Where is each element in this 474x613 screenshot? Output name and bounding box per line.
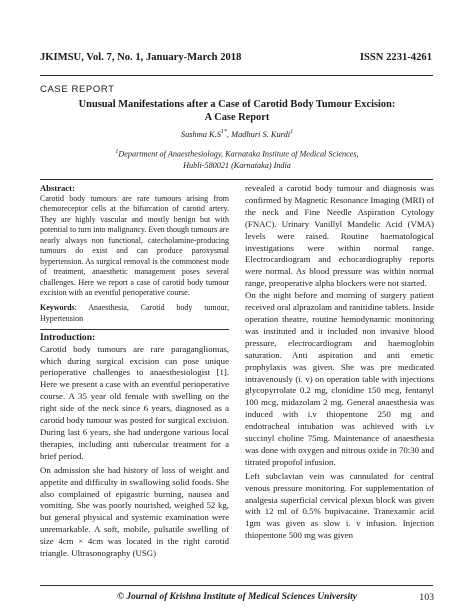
right-paragraph-1: revealed a carotid body tumour and diagnosis was confirmed by Magnetic Resonance Imaging (MRI) of the neck and Fine Needle Aspiration Cytology (FNAC). Urinary Vanillyl Mandelic Acid (VMA) levels were raised. Routine haematological investigations were within normal range. Electrocardiogram and echocardiography reports were normal. As blood pressure was within normal range, preoperative alpha blockers were not started.	[245, 183, 434, 289]
left-column	[40, 183, 229, 560]
page-number: 103	[419, 592, 434, 603]
author-2: , Madhuri S. Kurdi	[226, 129, 291, 139]
author-2-sup: 1	[290, 129, 294, 135]
footer-journal: Journal of Krishna Institute of Medical Sciences University	[124, 592, 357, 602]
article-title	[40, 98, 434, 124]
authors	[40, 129, 434, 139]
intro-heading: Introduction	[40, 332, 93, 344]
intro-heading-line	[40, 333, 229, 344]
abstract-text: Carotid body tumours are rare tumours arising from chemoreceptor cells at the bifurcation of carotid artery. They are highly vascular and mostly benign but with potential to turn into malignancy. Even though tumours are nearly always non functional, catecholamine-producing tumours do exist and can produce paroxysmal hypertension. As surgical removal is the commonest mode of treatment, anaesthetic management poses several challenges. Here we report a case of carotid body tumour excision with an eventful perioperative course.	[40, 193, 229, 298]
title-line-1: Unusual Manifestations after a Case of Carotid Body Tumour Excision:	[78, 99, 396, 110]
affil-sup: 1	[115, 149, 119, 155]
left-paragraph-1: Carotid body tumours are rare paragangliomas, which during surgical excision can pose unique perioperative challenges to anaesthesiologist [1]. Here we present a case with an eventful perioperative course. A 35 year old female with swelling on the right side of the neck since 6 years, diagnosed as a carotid body tumour was posted for surgical excision. During last 6 years, she had undergone various local therapies, including anti tubercular treatment for a brief period.	[40, 343, 229, 461]
keywords	[40, 303, 229, 324]
affiliation	[40, 147, 434, 172]
footer-rule	[40, 585, 433, 586]
journal-citation: JKIMSU, Vol. 7, No. 1, January-March 2018	[40, 52, 242, 63]
author-1: Sushma K.S	[180, 129, 221, 139]
affil-line-2: Hubli-580021 (Karnataka) India	[183, 161, 291, 171]
affil-line-1: Department of Anaesthesiology, Karnataka Institute of Medical Sciences,	[118, 149, 359, 159]
section-label: CASE REPORT	[40, 84, 115, 95]
right-column	[245, 183, 434, 542]
keywords-label: Keywords	[40, 303, 75, 313]
keywords-text: : Anaesthesia, Carotid body tumour, Hypertension	[40, 303, 229, 323]
author-1-sup: 1*	[220, 129, 227, 135]
intro-colon: :	[92, 332, 96, 344]
right-paragraph-3: Left subclavian vein was cannulated for central venous pressure monitoring. For supplementation of analgesia superficial cervical plexus block was given with 12 ml of 0.5% bupivacaine. Tranexamic acid 1gm was given as slow i. v infusion. Injection thiopentone 500 mg was given	[245, 470, 434, 541]
footer	[40, 592, 434, 602]
right-paragraph-2: On the night before and morning of surgery patient received oral alprazolam and ranitidine tablets. Inside operation theatre, routine hemodynamic monitoring was instituted and it included non invasive blood pressure, electrocardiogram and haemoglobin saturation. Anti aspiration and anti emetic prophylaxis was given. She was pre medicated intravenously (i. v) on operation table with injections glycopyrrolate 0.2 mg, clonidine 150 mcg, fentanyl 100 mcg, midazolam 2 mg. General anaesthesia was induced with i.v thiopentone 250 mg and endotracheal intubation was achieved with i.v succinyl choline 75mg. Maintenance of anaesthesia was done with oxygen and nitrous oxide in 70:30 and titrated propofol infusion.	[245, 290, 434, 467]
copyright-icon: ©	[117, 592, 125, 602]
issn: ISSN 2231-4261	[359, 52, 432, 63]
abstract-end-rule	[40, 329, 229, 330]
left-paragraph-2: On admission she had history of loss of weight and appetite and difficulty in swallowing solid foods. She also complained of epigastric burning, nausea and vomiting. She was poorly nourished, weighed 52 kg, but general physical and systemic examination were unremarkable. A soft, mobile, pulsatile swelling of size 4cm × 4cm was located in the right carotid triangle. Ultrasonography (USG)	[40, 464, 229, 559]
header-rule	[40, 75, 433, 76]
title-line-2: A Case Report	[204, 112, 270, 123]
abstract-rule	[40, 179, 433, 180]
abstract-heading: Abstract:	[40, 183, 75, 193]
